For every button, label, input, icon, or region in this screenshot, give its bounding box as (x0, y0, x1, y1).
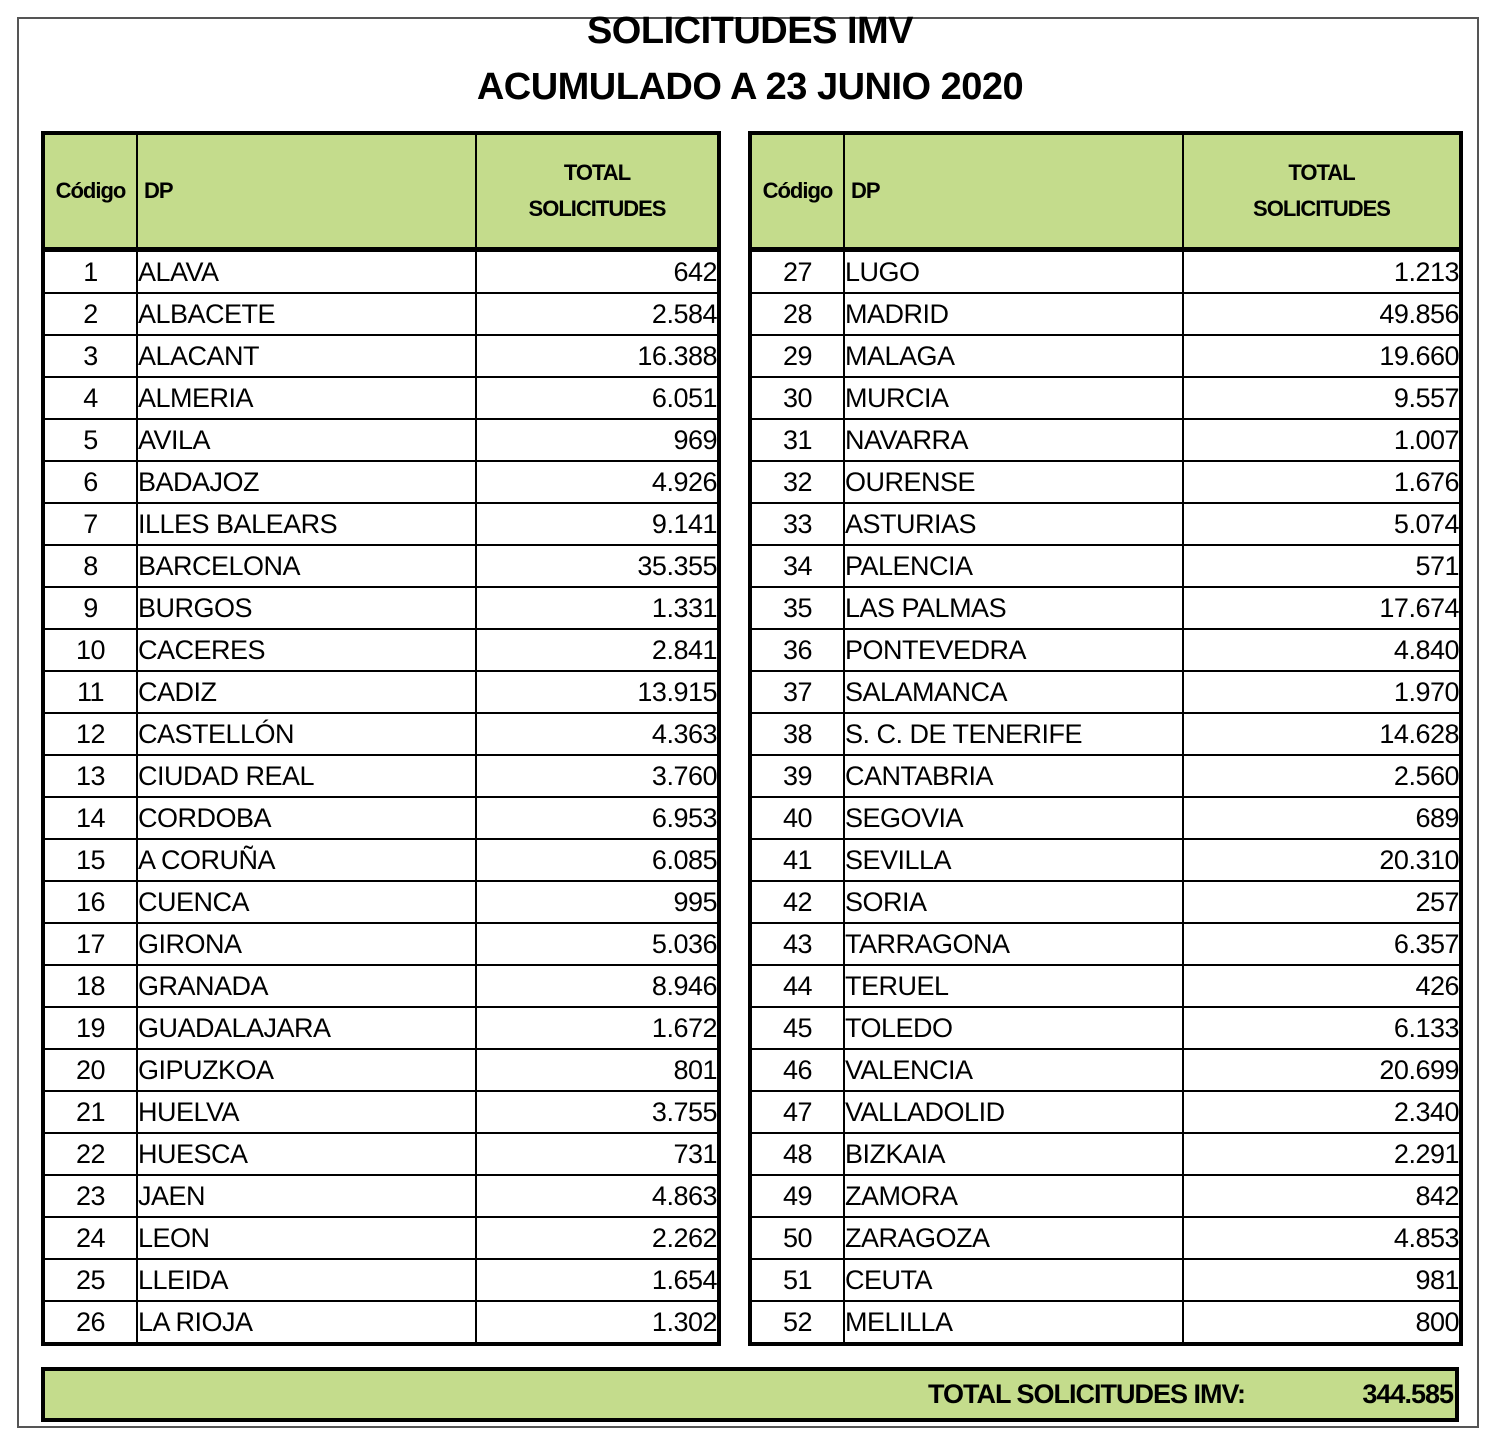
row-total: 2.560 (1183, 755, 1461, 797)
table-row (43, 755, 719, 797)
row-code: 2 (43, 293, 137, 335)
row-province: VALLADOLID (844, 1091, 1183, 1133)
row-province: CUENCA (137, 881, 476, 923)
row-total: 16.388 (476, 335, 719, 377)
table-row (43, 461, 719, 503)
table-row (43, 1007, 719, 1049)
table-row (750, 923, 1461, 965)
table-row (43, 1217, 719, 1259)
row-province: MALAGA (844, 335, 1183, 377)
row-total: 800 (1183, 1301, 1461, 1344)
table-row (43, 629, 719, 671)
row-total: 2.262 (476, 1217, 719, 1259)
row-province: GRANADA (137, 965, 476, 1007)
header-dp: DP (137, 133, 476, 250)
header-row (750, 133, 1461, 250)
table-row (750, 797, 1461, 839)
row-total: 49.856 (1183, 293, 1461, 335)
row-code: 32 (750, 461, 844, 503)
table-row (750, 503, 1461, 545)
table-body-left (43, 250, 719, 1345)
row-code: 3 (43, 335, 137, 377)
row-code: 26 (43, 1301, 137, 1344)
row-code: 19 (43, 1007, 137, 1049)
row-code: 5 (43, 419, 137, 461)
row-province: MURCIA (844, 377, 1183, 419)
table-row (750, 419, 1461, 461)
row-code: 22 (43, 1133, 137, 1175)
row-province: LAS PALMAS (844, 587, 1183, 629)
row-province: JAEN (137, 1175, 476, 1217)
table-row (750, 293, 1461, 335)
row-code: 47 (750, 1091, 844, 1133)
table-row (750, 1217, 1461, 1259)
table-row (43, 587, 719, 629)
table-row (750, 713, 1461, 755)
row-code: 34 (750, 545, 844, 587)
table-body-right (750, 250, 1461, 1345)
table-row (43, 671, 719, 713)
row-total: 731 (476, 1133, 719, 1175)
row-province: TARRAGONA (844, 923, 1183, 965)
row-total: 1.302 (476, 1301, 719, 1344)
row-province: SORIA (844, 881, 1183, 923)
row-total: 571 (1183, 545, 1461, 587)
row-total: 2.841 (476, 629, 719, 671)
row-code: 30 (750, 377, 844, 419)
row-code: 20 (43, 1049, 137, 1091)
table-row (43, 1301, 719, 1344)
row-province: MELILLA (844, 1301, 1183, 1344)
row-total: 17.674 (1183, 587, 1461, 629)
row-total: 426 (1183, 965, 1461, 1007)
table-row (43, 293, 719, 335)
row-total: 4.363 (476, 713, 719, 755)
row-total: 969 (476, 419, 719, 461)
provinces-table-left (41, 131, 721, 1346)
row-province: CASTELLÓN (137, 713, 476, 755)
row-total: 2.291 (1183, 1133, 1461, 1175)
row-code: 44 (750, 965, 844, 1007)
row-total: 5.074 (1183, 503, 1461, 545)
row-total: 1.970 (1183, 671, 1461, 713)
table-row (750, 335, 1461, 377)
row-total: 3.760 (476, 755, 719, 797)
row-province: TERUEL (844, 965, 1183, 1007)
row-code: 28 (750, 293, 844, 335)
table-row (43, 881, 719, 923)
table-row (43, 713, 719, 755)
table-row (43, 545, 719, 587)
header-dp: DP (844, 133, 1183, 250)
table-row (43, 335, 719, 377)
row-total: 642 (476, 250, 719, 294)
table-row (750, 671, 1461, 713)
row-total: 6.133 (1183, 1007, 1461, 1049)
header-total (476, 133, 719, 250)
row-province: OURENSE (844, 461, 1183, 503)
row-province: CADIZ (137, 671, 476, 713)
title-line-2: ACUMULADO A 23 JUNIO 2020 (476, 66, 1024, 108)
row-code: 45 (750, 1007, 844, 1049)
header-total-line-2: SOLICITUDES (528, 196, 666, 221)
header-code: Código (43, 133, 137, 250)
row-province: CORDOBA (137, 797, 476, 839)
row-total: 5.036 (476, 923, 719, 965)
table-row (43, 923, 719, 965)
row-code: 11 (43, 671, 137, 713)
table-row (43, 1259, 719, 1301)
row-total: 20.310 (1183, 839, 1461, 881)
row-code: 35 (750, 587, 844, 629)
row-code: 36 (750, 629, 844, 671)
row-province: CACERES (137, 629, 476, 671)
table-row (750, 1259, 1461, 1301)
row-province: BURGOS (137, 587, 476, 629)
header-total-line-1: TOTAL (1288, 160, 1355, 185)
row-code: 37 (750, 671, 844, 713)
row-total: 1.213 (1183, 250, 1461, 294)
table-row (43, 839, 719, 881)
table-row (43, 965, 719, 1007)
row-total: 1.331 (476, 587, 719, 629)
row-total: 20.699 (1183, 1049, 1461, 1091)
row-total: 8.946 (476, 965, 719, 1007)
row-total: 995 (476, 881, 719, 923)
table-row (750, 755, 1461, 797)
row-total: 6.357 (1183, 923, 1461, 965)
row-total: 1.676 (1183, 461, 1461, 503)
row-code: 51 (750, 1259, 844, 1301)
row-province: ZAMORA (844, 1175, 1183, 1217)
row-total: 1.672 (476, 1007, 719, 1049)
row-code: 18 (43, 965, 137, 1007)
row-province: NAVARRA (844, 419, 1183, 461)
row-province: SEVILLA (844, 839, 1183, 881)
row-code: 21 (43, 1091, 137, 1133)
row-code: 33 (750, 503, 844, 545)
row-total: 2.584 (476, 293, 719, 335)
row-code: 38 (750, 713, 844, 755)
row-province: BIZKAIA (844, 1133, 1183, 1175)
row-province: ILLES BALEARS (137, 503, 476, 545)
table-row (750, 1301, 1461, 1344)
row-total: 9.557 (1183, 377, 1461, 419)
table-row (750, 587, 1461, 629)
row-total: 689 (1183, 797, 1461, 839)
table-row (43, 1049, 719, 1091)
row-code: 16 (43, 881, 137, 923)
row-province: GIRONA (137, 923, 476, 965)
row-province: ALBACETE (137, 293, 476, 335)
table-row (750, 461, 1461, 503)
table-row (750, 545, 1461, 587)
row-province: CANTABRIA (844, 755, 1183, 797)
table-row (750, 1175, 1461, 1217)
row-province: GIPUZKOA (137, 1049, 476, 1091)
row-province: HUESCA (137, 1133, 476, 1175)
row-province: S. C. DE TENERIFE (844, 713, 1183, 755)
header-total-line-2: SOLICITUDES (1253, 196, 1390, 221)
total-label: TOTAL SOLICITUDES IMV: (927, 1379, 1245, 1409)
row-code: 7 (43, 503, 137, 545)
row-total: 14.628 (1183, 713, 1461, 755)
row-total: 1.007 (1183, 419, 1461, 461)
row-code: 46 (750, 1049, 844, 1091)
row-code: 50 (750, 1217, 844, 1259)
row-province: LUGO (844, 250, 1183, 294)
row-code: 6 (43, 461, 137, 503)
row-code: 24 (43, 1217, 137, 1259)
row-province: ALAVA (137, 250, 476, 294)
row-province: ALACANT (137, 335, 476, 377)
row-code: 49 (750, 1175, 844, 1217)
table-row (750, 629, 1461, 671)
row-province: BADAJOZ (137, 461, 476, 503)
row-total: 2.340 (1183, 1091, 1461, 1133)
row-province: BARCELONA (137, 545, 476, 587)
row-code: 15 (43, 839, 137, 881)
row-code: 9 (43, 587, 137, 629)
row-code: 42 (750, 881, 844, 923)
row-code: 12 (43, 713, 137, 755)
row-total: 6.085 (476, 839, 719, 881)
table-row (43, 1175, 719, 1217)
table-row (750, 1007, 1461, 1049)
row-province: TOLEDO (844, 1007, 1183, 1049)
row-total: 842 (1183, 1175, 1461, 1217)
row-province: LLEIDA (137, 1259, 476, 1301)
row-province: LEON (137, 1217, 476, 1259)
provinces-table-right (748, 131, 1463, 1346)
row-total: 6.953 (476, 797, 719, 839)
row-total: 4.926 (476, 461, 719, 503)
row-total: 9.141 (476, 503, 719, 545)
row-code: 31 (750, 419, 844, 461)
row-code: 8 (43, 545, 137, 587)
row-code: 4 (43, 377, 137, 419)
row-total: 981 (1183, 1259, 1461, 1301)
row-total: 6.051 (476, 377, 719, 419)
row-total: 3.755 (476, 1091, 719, 1133)
table-row (750, 881, 1461, 923)
row-code: 23 (43, 1175, 137, 1217)
total-bar (41, 1367, 1459, 1422)
row-total: 13.915 (476, 671, 719, 713)
row-province: AVILA (137, 419, 476, 461)
row-total: 4.863 (476, 1175, 719, 1217)
row-province: LA RIOJA (137, 1301, 476, 1344)
table-row (43, 1091, 719, 1133)
table-row (43, 1133, 719, 1175)
header-total-line-1: TOTAL (563, 160, 631, 185)
row-province: SEGOVIA (844, 797, 1183, 839)
row-code: 29 (750, 335, 844, 377)
row-code: 40 (750, 797, 844, 839)
row-province: ALMERIA (137, 377, 476, 419)
table-row (750, 965, 1461, 1007)
row-total: 257 (1183, 881, 1461, 923)
header-total (1183, 133, 1461, 250)
row-code: 27 (750, 250, 844, 294)
title-line-1: SOLICITUDES IMV (586, 10, 914, 52)
row-total: 1.654 (476, 1259, 719, 1301)
table-row (750, 1091, 1461, 1133)
row-code: 25 (43, 1259, 137, 1301)
row-code: 39 (750, 755, 844, 797)
row-province: MADRID (844, 293, 1183, 335)
table-row (750, 1049, 1461, 1091)
header-row (43, 133, 719, 250)
table-row (750, 377, 1461, 419)
row-province: ASTURIAS (844, 503, 1183, 545)
table-row (750, 839, 1461, 881)
row-code: 43 (750, 923, 844, 965)
row-code: 17 (43, 923, 137, 965)
row-code: 1 (43, 250, 137, 294)
row-code: 14 (43, 797, 137, 839)
row-province: ZARAGOZA (844, 1217, 1183, 1259)
total-value: 344.585 (1362, 1379, 1453, 1409)
table-row (43, 503, 719, 545)
row-code: 13 (43, 755, 137, 797)
row-code: 52 (750, 1301, 844, 1344)
row-code: 10 (43, 629, 137, 671)
header-code: Código (750, 133, 844, 250)
table-row (43, 250, 719, 294)
table-row (750, 1133, 1461, 1175)
row-province: VALENCIA (844, 1049, 1183, 1091)
row-total: 4.840 (1183, 629, 1461, 671)
row-province: PALENCIA (844, 545, 1183, 587)
row-province: A CORUÑA (137, 839, 476, 881)
row-province: PONTEVEDRA (844, 629, 1183, 671)
table-row (750, 250, 1461, 294)
row-province: CIUDAD REAL (137, 755, 476, 797)
row-province: CEUTA (844, 1259, 1183, 1301)
table-row (43, 377, 719, 419)
row-code: 48 (750, 1133, 844, 1175)
row-total: 4.853 (1183, 1217, 1461, 1259)
row-province: HUELVA (137, 1091, 476, 1133)
row-province: SALAMANCA (844, 671, 1183, 713)
table-row (43, 797, 719, 839)
table-row (43, 419, 719, 461)
row-province: GUADALAJARA (137, 1007, 476, 1049)
row-total: 35.355 (476, 545, 719, 587)
row-code: 41 (750, 839, 844, 881)
row-total: 19.660 (1183, 335, 1461, 377)
row-total: 801 (476, 1049, 719, 1091)
